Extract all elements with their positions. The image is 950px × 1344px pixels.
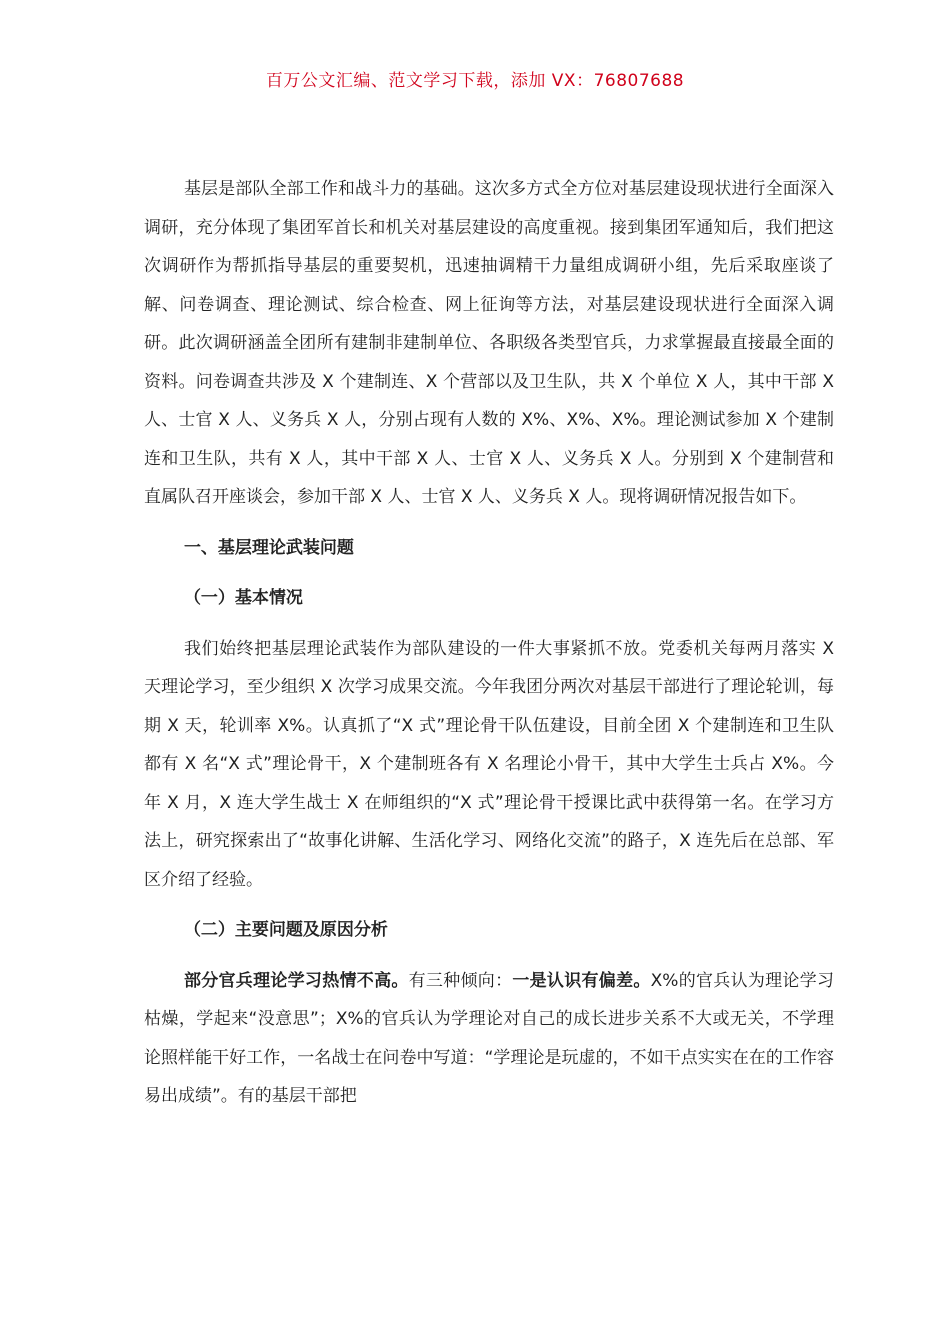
subsection-1-paragraph: 我们始终把基层理论武装作为部队建设的一件大事紧抓不放。党委机关每两月落实 X 天理论学习，至少组织 X 次学习成果交流。今年我团分两次对基层干部进行了理论轮训，每期 X 天，轮训率 X%。认真抓了“X 式”理论骨干队伍建设，目前全团 X 个建制连和卫生队都有 X 名“X 式”理论骨干，X 个建制班各有 X 名理论小骨干，其中大学生士兵占 X%。今年 X 月，X 连大学生战士 X 在师组织的“X 式”理论骨干授课比武中获得第一名。在学习方法上，研究探索出了“故事化讲解、生活化学习、网络化交流”的路子，X 连先后在总部、军区介绍了经验。	[144, 638, 834, 890]
subsection-2-paragraph	[144, 962, 834, 1116]
tendency-intro: 有三种倾向：	[408, 970, 513, 991]
intro-paragraph: 基层是部队全部工作和战斗力的基础。这次多方式全方位对基层建设现状进行全面深入调研，充分体现了集团军首长和机关对基层建设的高度重视。接到集团军通知后，我们把这次调研作为帮抓指导基层的重要契机，迅速抽调精干力量组成调研小组，先后采取座谈了解、问卷调查、理论测试、综合检查、网上征询等方法，对基层建设现状进行全面深入调研。此次调研涵盖全团所有建制非建制单位、各职级各类型官兵，力求掌握最直接最全面的资料。问卷调查共涉及 X 个建制连、X 个营部以及卫生队，共 X 个单位 X 人，其中干部 X 人、士官 X 人、义务兵 X 人，分别占现有人数的 X%、X%、X%。理论测试参加 X 个建制连和卫生队，共有 X 人，其中干部 X 人、士官 X 人、义务兵 X 人。分别到 X 个建制营和直属队召开座谈会，参加干部 X 人、士官 X 人、义务兵 X 人。现将调研情况报告如下。	[144, 179, 834, 507]
section-1-heading: 一、基层理论武装问题	[183, 537, 354, 558]
subsection-1-heading: （一）基本情况	[183, 588, 303, 608]
header-banner: 百万公文汇编、范文学习下载，添加 VX：76807688	[265, 71, 685, 91]
subsection-2-heading: （二）主要问题及原因分析	[183, 920, 388, 940]
point-one: 一是认识有偏差。	[512, 970, 651, 991]
lead-sentence: 部分官兵理论学习热情不高。	[183, 970, 409, 991]
document-body	[144, 170, 834, 1116]
point-one-text: X%的官兵认为理论学习枯燥，学起来“没意思”；X%的官兵认为学理论对自己的成长进步关系不大或无关，不学理论照样能干好工作，一名战士在问卷中写道：“学理论是玩虚的，不如干点实实在在的工作容易出成绩”。有的基层干部把	[144, 970, 835, 1106]
